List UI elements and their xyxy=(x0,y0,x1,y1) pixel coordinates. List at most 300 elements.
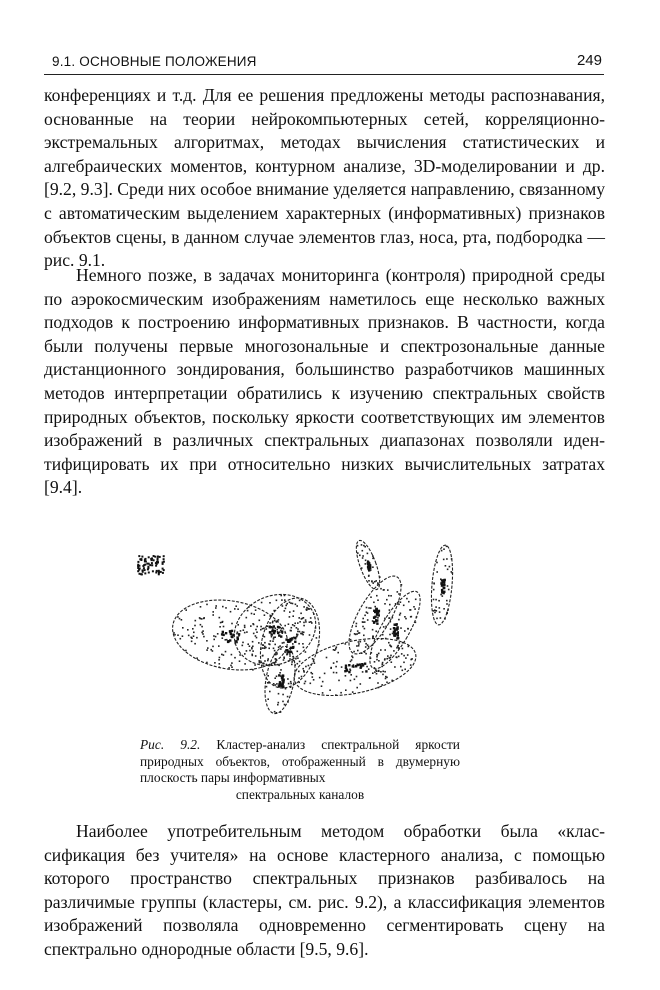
cluster-point xyxy=(447,609,449,611)
cluster-point xyxy=(264,614,266,616)
cluster-point xyxy=(433,589,435,591)
cluster-point xyxy=(155,565,157,567)
cluster-point xyxy=(366,607,368,609)
cluster-point xyxy=(364,546,366,548)
cluster-point xyxy=(258,660,260,662)
cluster-point xyxy=(389,609,391,611)
cluster-point xyxy=(207,647,209,649)
cluster-point xyxy=(365,653,367,655)
cluster-point xyxy=(286,603,288,605)
cluster-point xyxy=(273,610,275,612)
cluster-point xyxy=(274,677,276,679)
cluster-point xyxy=(250,625,252,627)
cluster-point xyxy=(292,603,294,605)
cluster-point xyxy=(215,636,217,638)
cluster-core-point xyxy=(238,633,240,635)
cluster-point xyxy=(220,622,222,624)
cluster-core-point xyxy=(273,632,275,634)
cluster-point xyxy=(142,571,144,573)
cluster-point xyxy=(188,635,190,637)
cluster-point xyxy=(159,556,161,558)
cluster-point xyxy=(253,613,255,615)
cluster-core-point xyxy=(294,641,296,643)
cluster-point xyxy=(265,647,267,649)
cluster-point xyxy=(380,671,382,673)
cluster-point xyxy=(264,660,266,662)
cluster-point xyxy=(433,610,435,612)
cluster-point xyxy=(289,655,291,657)
cluster-point xyxy=(248,606,250,608)
cluster-point xyxy=(258,642,260,644)
cluster-point xyxy=(386,599,388,601)
cluster-point xyxy=(371,580,373,582)
cluster-point xyxy=(260,626,262,628)
cluster-point xyxy=(284,652,286,654)
cluster-point xyxy=(256,626,258,628)
cluster-point xyxy=(310,621,312,623)
cluster-point xyxy=(231,662,233,664)
cluster-point xyxy=(274,711,276,713)
cluster-point xyxy=(438,600,440,602)
cluster-point xyxy=(384,603,386,605)
cluster-point xyxy=(182,627,184,629)
cluster-point xyxy=(213,635,215,637)
cluster-point xyxy=(446,603,448,605)
cluster-point xyxy=(292,643,294,645)
cluster-point xyxy=(406,598,408,600)
cluster-point xyxy=(372,555,374,557)
cluster-point xyxy=(443,608,445,610)
cluster-point xyxy=(289,611,291,613)
cluster-point xyxy=(350,661,352,663)
cluster-point xyxy=(355,626,357,628)
cluster-point xyxy=(273,648,275,650)
cluster-point xyxy=(345,643,347,645)
cluster-core-point xyxy=(229,639,231,641)
cluster-point xyxy=(297,663,299,665)
cluster-point xyxy=(276,621,278,623)
cluster-point xyxy=(266,686,268,688)
cluster-point xyxy=(255,635,257,637)
cluster-point xyxy=(439,611,441,613)
cluster-point xyxy=(404,669,406,671)
cluster-point xyxy=(383,626,385,628)
cluster-point xyxy=(222,606,224,608)
cluster-point xyxy=(271,636,273,638)
cluster-point xyxy=(362,555,364,557)
cluster-point xyxy=(365,643,367,645)
cluster-point xyxy=(231,654,233,656)
cluster-point xyxy=(206,649,208,651)
cluster-point xyxy=(390,628,392,630)
cluster-point xyxy=(398,656,400,658)
cluster-point xyxy=(399,642,401,644)
cluster-core-point xyxy=(277,632,279,634)
cluster-point xyxy=(242,642,244,644)
cluster-point xyxy=(191,637,193,639)
cluster-point xyxy=(310,664,312,666)
cluster-point xyxy=(345,675,347,677)
cluster-point xyxy=(387,589,389,591)
cluster-point xyxy=(443,548,445,550)
cluster-point xyxy=(269,644,271,646)
cluster-core-point xyxy=(225,632,227,634)
cluster-point xyxy=(218,645,220,647)
cluster-point xyxy=(385,676,387,678)
cluster-point xyxy=(225,651,227,653)
cluster-point xyxy=(387,655,389,657)
cluster-point xyxy=(337,652,339,654)
cluster-point xyxy=(262,635,264,637)
cluster-point xyxy=(362,671,364,673)
cluster-core-point xyxy=(230,633,232,635)
cluster-core-point xyxy=(373,622,375,624)
cluster-point xyxy=(356,645,358,647)
cluster-core-point xyxy=(273,625,275,627)
cluster-point xyxy=(436,562,438,564)
cluster-point xyxy=(398,619,400,621)
cluster-point xyxy=(276,683,278,685)
cluster-point xyxy=(375,580,377,582)
cluster-point xyxy=(304,683,306,685)
cluster-point xyxy=(400,601,402,603)
cluster-point xyxy=(362,626,364,628)
cluster-point xyxy=(214,662,216,664)
cluster-point xyxy=(206,640,208,642)
cluster-core-point xyxy=(227,641,229,643)
cluster-point xyxy=(302,668,304,670)
cluster-point xyxy=(330,667,332,669)
cluster-point xyxy=(403,655,405,657)
figure-label: Рис. 9.2. xyxy=(140,737,201,752)
cluster-core-point xyxy=(271,630,273,632)
cluster-point xyxy=(272,640,274,642)
cluster-point xyxy=(357,630,359,632)
cluster-point xyxy=(329,689,331,691)
cluster-point xyxy=(262,655,264,657)
cluster-point xyxy=(355,634,357,636)
cluster-point xyxy=(273,638,275,640)
cluster-point xyxy=(177,634,179,636)
cluster-point xyxy=(397,591,399,593)
cluster-point xyxy=(299,621,301,623)
cluster-point xyxy=(451,571,453,573)
cluster-point xyxy=(246,617,248,619)
page-number: 249 xyxy=(576,52,602,69)
cluster-point xyxy=(269,691,271,693)
cluster-point xyxy=(350,680,352,682)
cluster-point xyxy=(194,643,196,645)
cluster-core-point xyxy=(346,669,348,671)
cluster-point xyxy=(376,673,378,675)
cluster-point xyxy=(298,682,300,684)
cluster-point xyxy=(144,572,146,574)
cluster-point xyxy=(381,684,383,686)
cluster-core-point xyxy=(361,663,363,665)
cluster-point xyxy=(364,651,366,653)
cluster-point xyxy=(289,653,291,655)
cluster-point xyxy=(139,573,141,575)
cluster-point xyxy=(333,649,335,651)
cluster-core-point xyxy=(441,582,443,584)
cluster-point xyxy=(203,618,205,620)
cluster-point xyxy=(340,692,342,694)
cluster-point xyxy=(271,664,273,666)
cluster-point xyxy=(403,662,405,664)
cluster-point xyxy=(374,667,376,669)
cluster-plot xyxy=(130,535,470,725)
cluster-point xyxy=(363,635,365,637)
cluster-point xyxy=(407,628,409,630)
cluster-point xyxy=(262,628,264,630)
cluster-point xyxy=(358,645,360,647)
cluster-point xyxy=(275,658,277,660)
cluster-point xyxy=(158,570,160,572)
cluster-point xyxy=(371,652,373,654)
cluster-point xyxy=(217,633,219,635)
cluster-point xyxy=(157,559,159,561)
cluster-point xyxy=(295,658,297,660)
cluster-core-point xyxy=(235,640,237,642)
cluster-core-point xyxy=(278,634,280,636)
cluster-point xyxy=(281,628,283,630)
cluster-point xyxy=(289,658,291,660)
cluster-core-point xyxy=(443,591,445,593)
cluster-point xyxy=(400,613,402,615)
cluster-point xyxy=(294,625,296,627)
running-header xyxy=(44,50,604,75)
cluster-point xyxy=(237,631,239,633)
cluster-point xyxy=(288,660,290,662)
cluster-point xyxy=(382,663,384,665)
cluster-point xyxy=(291,664,293,666)
cluster-point xyxy=(153,559,155,561)
cluster-point xyxy=(401,584,403,586)
cluster-point xyxy=(395,603,397,605)
cluster-point xyxy=(312,658,314,660)
cluster-point xyxy=(286,652,288,654)
cluster-point xyxy=(148,556,150,558)
cluster-point xyxy=(378,653,380,655)
cluster-point xyxy=(365,563,367,565)
cluster-point xyxy=(290,681,292,683)
cluster-point xyxy=(350,639,352,641)
cluster-point xyxy=(230,665,232,667)
cluster-point xyxy=(297,657,299,659)
cluster-point xyxy=(359,632,361,634)
cluster-point xyxy=(275,684,277,686)
cluster-point xyxy=(152,570,154,572)
cluster-point xyxy=(368,668,370,670)
cluster-point xyxy=(239,654,241,656)
cluster-point xyxy=(293,660,295,662)
cluster-point xyxy=(378,687,380,689)
cluster-point xyxy=(296,634,298,636)
cluster-core-point xyxy=(294,637,296,639)
cluster-point xyxy=(277,704,279,706)
cluster-point xyxy=(404,616,406,618)
cluster-point xyxy=(282,642,284,644)
cluster-core-point xyxy=(352,665,354,667)
cluster-point xyxy=(280,595,282,597)
cluster-point xyxy=(380,649,382,651)
cluster-point xyxy=(303,632,305,634)
cluster-point xyxy=(273,637,275,639)
cluster-point xyxy=(279,645,281,647)
cluster-point xyxy=(301,633,303,635)
cluster-point xyxy=(373,602,375,604)
cluster-point xyxy=(380,588,382,590)
cluster-point xyxy=(192,628,194,630)
cluster-point xyxy=(270,615,272,617)
cluster-point xyxy=(231,623,233,625)
cluster-core-point xyxy=(282,674,284,676)
cluster-core-point xyxy=(394,624,396,626)
cluster-point xyxy=(268,682,270,684)
cluster-point xyxy=(303,606,305,608)
cluster-point xyxy=(251,613,253,615)
cluster-point xyxy=(260,662,262,664)
cluster-point xyxy=(287,678,289,680)
cluster-point xyxy=(359,555,361,557)
cluster-point xyxy=(151,564,153,566)
cluster-point xyxy=(382,662,384,664)
cluster-point xyxy=(201,632,203,634)
cluster-point xyxy=(446,613,448,615)
cluster-point xyxy=(358,643,360,645)
cluster-point xyxy=(364,615,366,617)
cluster-point xyxy=(294,673,296,675)
cluster-point xyxy=(291,659,293,661)
cluster-point xyxy=(369,677,371,679)
cluster-point xyxy=(362,557,364,559)
cluster-point xyxy=(273,683,275,685)
cluster-point xyxy=(262,644,264,646)
cluster-point xyxy=(138,555,140,557)
cluster-point xyxy=(350,674,352,676)
cluster-core-point xyxy=(443,587,445,589)
cluster-point xyxy=(315,627,317,629)
cluster-point xyxy=(259,662,261,664)
cluster-point xyxy=(364,640,366,642)
cluster-point xyxy=(436,610,438,612)
cluster-point xyxy=(255,629,257,631)
cluster-point xyxy=(312,673,314,675)
cluster-point xyxy=(392,617,394,619)
cluster-point xyxy=(396,647,398,649)
cluster-point xyxy=(194,625,196,627)
cluster-point xyxy=(276,653,278,655)
cluster-point xyxy=(398,593,400,595)
cluster-core-point xyxy=(232,634,234,636)
cluster-point xyxy=(256,637,258,639)
cluster-point xyxy=(295,604,297,606)
cluster-point xyxy=(403,605,405,607)
cluster-point xyxy=(218,659,220,661)
cluster-point xyxy=(259,620,261,622)
cluster-point xyxy=(182,635,184,637)
cluster-core-point xyxy=(374,611,376,613)
cluster-point xyxy=(230,611,232,613)
cluster-point xyxy=(316,637,318,639)
cluster-point xyxy=(185,609,187,611)
cluster-point xyxy=(305,666,307,668)
cluster-core-point xyxy=(282,683,284,685)
cluster-point xyxy=(302,643,304,645)
cluster-point xyxy=(260,629,262,631)
cluster-point xyxy=(402,648,404,650)
figure-caption-text: Кластер-анализ спектральной яркости природных объектов, отображенный в двумерную плоскость пары информативных xyxy=(140,737,460,785)
cluster-point xyxy=(202,633,204,635)
cluster-point xyxy=(272,621,274,623)
cluster-point xyxy=(282,694,284,696)
cluster-point xyxy=(385,678,387,680)
cluster-point xyxy=(251,648,253,650)
cluster-point xyxy=(296,605,298,607)
cluster-core-point xyxy=(393,627,395,629)
cluster-point xyxy=(270,640,272,642)
cluster-point xyxy=(253,633,255,635)
cluster-point xyxy=(236,633,238,635)
cluster-point xyxy=(356,676,358,678)
cluster-point xyxy=(398,604,400,606)
cluster-point xyxy=(281,599,283,601)
cluster-point xyxy=(141,556,143,558)
cluster-point xyxy=(305,651,307,653)
cluster-point xyxy=(266,664,268,666)
cluster-point xyxy=(396,657,398,659)
cluster-core-point xyxy=(348,671,350,673)
cluster-point xyxy=(294,623,296,625)
cluster-point xyxy=(297,628,299,630)
cluster-point xyxy=(284,625,286,627)
cluster-point xyxy=(366,666,368,668)
cluster-point xyxy=(225,607,227,609)
cluster-core-point xyxy=(365,670,367,672)
cluster-point xyxy=(389,634,391,636)
cluster-point xyxy=(158,573,160,575)
cluster-point xyxy=(196,637,198,639)
cluster-point xyxy=(367,553,369,555)
cluster-point xyxy=(386,682,388,684)
cluster-point xyxy=(151,562,153,564)
cluster-point xyxy=(378,670,380,672)
cluster-point xyxy=(137,564,139,566)
cluster-point xyxy=(313,679,315,681)
cluster-point xyxy=(288,683,290,685)
cluster-point xyxy=(440,594,442,596)
cluster-point xyxy=(314,662,316,664)
cluster-point xyxy=(319,677,321,679)
cluster-point xyxy=(255,609,257,611)
cluster-point xyxy=(222,621,224,623)
cluster-point xyxy=(147,568,149,570)
cluster-point xyxy=(376,670,378,672)
cluster-point xyxy=(310,617,312,619)
cluster-point xyxy=(139,568,141,570)
cluster-point xyxy=(284,595,286,597)
cluster-point xyxy=(374,581,376,583)
cluster-point xyxy=(368,646,370,648)
cluster-point xyxy=(290,602,292,604)
cluster-point xyxy=(360,641,362,643)
cluster-point xyxy=(249,650,251,652)
cluster-point xyxy=(377,582,379,584)
cluster-point xyxy=(284,599,286,601)
cluster-point xyxy=(402,670,404,672)
cluster-point xyxy=(382,671,384,673)
cluster-point xyxy=(173,632,175,634)
